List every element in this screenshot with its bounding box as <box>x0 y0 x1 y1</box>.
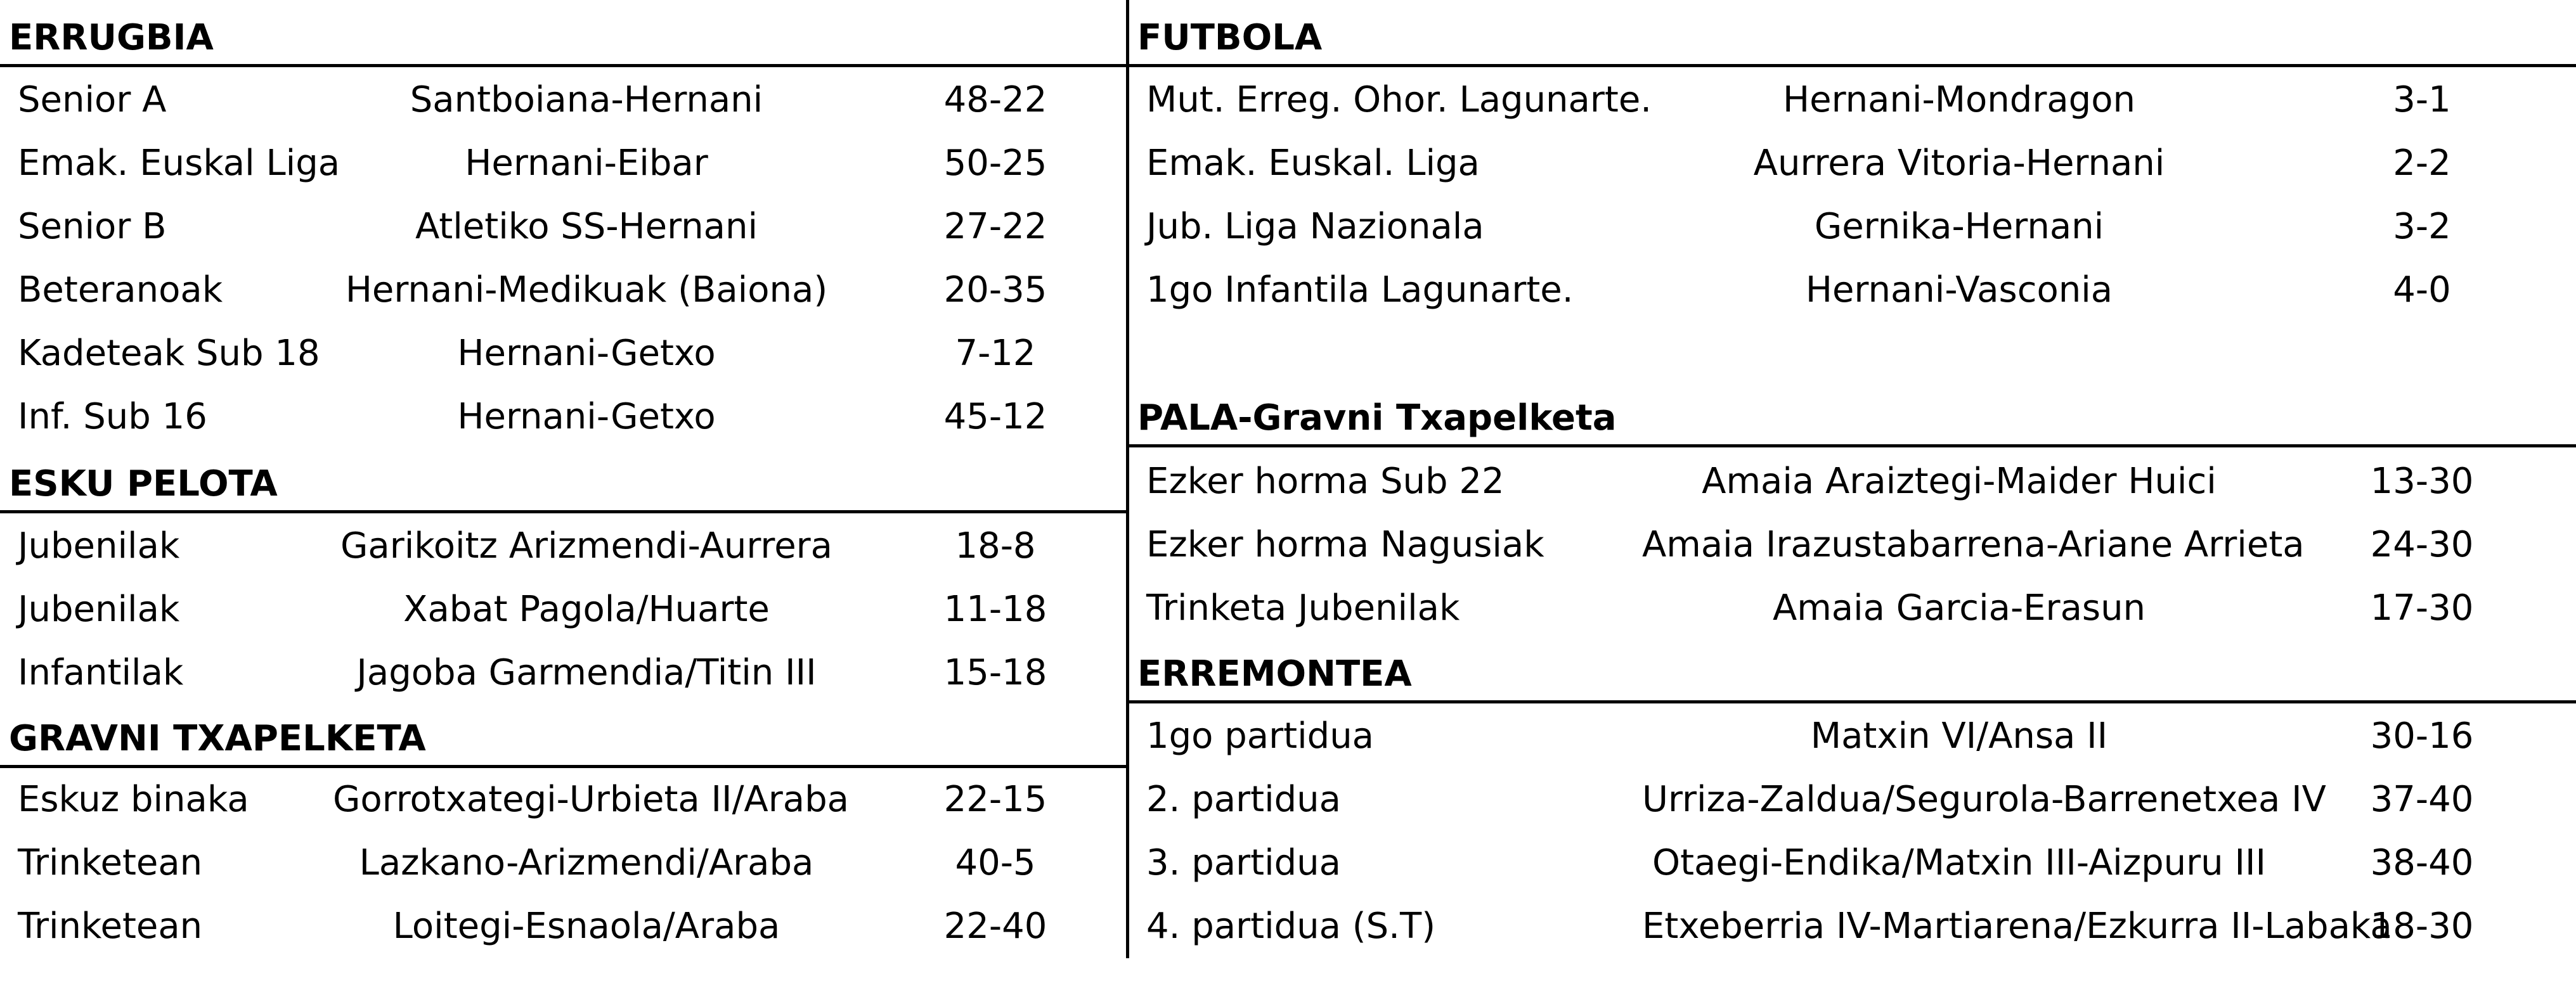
section-header-erremontea <box>1129 640 2576 703</box>
score-cell: 4-0 <box>2393 269 2451 311</box>
category-cell: 3. partidua <box>1146 842 1341 883</box>
score-cell: 40-5 <box>955 842 1036 883</box>
table-row <box>0 831 1129 895</box>
section-header-errugbia <box>0 4 1129 67</box>
category-cell: Ezker horma Sub 22 <box>1146 461 1505 502</box>
table-row <box>1129 195 2576 259</box>
section-header-pala-gravni-txapelketa <box>1129 384 2576 447</box>
match-cell: Hernani-Eibar <box>465 143 708 184</box>
section-title: GRAVNI TXAPELKETA <box>9 718 426 759</box>
category-cell: Trinketa Jubenilak <box>1146 587 1460 629</box>
score-cell: 30-16 <box>2370 715 2474 757</box>
score-cell: 22-15 <box>943 779 1047 820</box>
match-cell: Urriza-Zaldua/Segurola-Barrenetxea IV <box>1642 779 2326 820</box>
table-row <box>0 768 1129 831</box>
match-cell: Gorrotxategi-Urbieta II/Araba <box>333 779 849 820</box>
match-cell: Gernika-Hernani <box>1814 206 2104 247</box>
score-cell: 13-30 <box>2370 461 2474 502</box>
score-cell: 18-30 <box>2370 906 2474 947</box>
category-cell: Eskuz binaka <box>18 779 249 820</box>
match-cell: Jagoba Garmendia/Titin III <box>356 652 817 693</box>
match-cell: Matxin VI/Ansa II <box>1810 715 2108 757</box>
match-cell: Amaia Garcia-Erasun <box>1772 587 2146 629</box>
match-cell: Santboiana-Hernani <box>410 79 763 120</box>
match-cell: Hernani-Vasconia <box>1805 269 2113 311</box>
score-cell: 3-2 <box>2393 206 2451 247</box>
match-cell: Loitegi-Esnaola/Araba <box>392 906 780 947</box>
table-row <box>0 195 1129 259</box>
category-cell: Beteranoak <box>18 269 223 311</box>
section-header-esku-pelota <box>0 450 1129 513</box>
match-cell: Hernani-Mondragon <box>1783 79 2135 120</box>
category-cell: Jubenilak <box>18 525 180 567</box>
score-cell: 50-25 <box>943 143 1047 184</box>
table-row <box>1129 895 2576 958</box>
table-row <box>1129 132 2576 195</box>
table-row <box>0 68 1129 132</box>
section-header-futbola <box>1129 4 2576 67</box>
table-row <box>1129 450 2576 513</box>
table-row <box>0 259 1129 322</box>
category-cell: Jubenilak <box>18 589 180 630</box>
table-row <box>0 385 1129 449</box>
match-cell: Amaia Araiztegi-Maider Huici <box>1702 461 2217 502</box>
category-cell: Emak. Euskal Liga <box>18 143 340 184</box>
match-cell: Amaia Irazustabarrena-Ariane Arrieta <box>1642 524 2305 565</box>
category-cell: Kadeteak Sub 18 <box>18 333 320 374</box>
match-cell: Hernani-Medikuak (Baiona) <box>345 269 828 311</box>
category-cell: Inf. Sub 16 <box>18 396 207 437</box>
category-cell: 1go Infantila Lagunarte. <box>1146 269 1574 311</box>
table-row <box>0 895 1129 958</box>
score-cell: 38-40 <box>2370 842 2474 883</box>
score-cell: 2-2 <box>2393 143 2451 184</box>
category-cell: 1go partidua <box>1146 715 1374 757</box>
score-cell: 24-30 <box>2370 524 2474 565</box>
score-cell: 18-8 <box>955 525 1036 567</box>
score-cell: 37-40 <box>2370 779 2474 820</box>
match-cell: Hernani-Getxo <box>457 396 716 437</box>
match-cell: Atletiko SS-Hernani <box>415 206 758 247</box>
match-cell: Etxeberria IV-Martiarena/Ezkurra II-Labaka <box>1642 906 2392 947</box>
score-cell: 3-1 <box>2393 79 2451 120</box>
section-title: ERREMONTEA <box>1137 653 1412 695</box>
match-cell: Aurrera Vitoria-Hernani <box>1753 143 2165 184</box>
category-cell: Senior A <box>18 79 167 120</box>
score-cell: 7-12 <box>955 333 1036 374</box>
table-row <box>0 641 1129 705</box>
table-row <box>1129 831 2576 895</box>
section-title: ERRUGBIA <box>9 17 214 58</box>
table-row <box>1129 768 2576 831</box>
table-row <box>0 515 1129 578</box>
category-cell: Jub. Liga Nazionala <box>1146 206 1484 247</box>
score-cell: 17-30 <box>2370 587 2474 629</box>
score-cell: 48-22 <box>943 79 1047 120</box>
category-cell: Emak. Euskal. Liga <box>1146 143 1480 184</box>
match-cell: Xabat Pagola/Huarte <box>403 589 770 630</box>
table-row <box>0 578 1129 641</box>
table-row <box>1129 705 2576 768</box>
table-row <box>1129 577 2576 640</box>
category-cell: 2. partidua <box>1146 779 1341 820</box>
table-row <box>0 322 1129 385</box>
section-title: PALA-Gravni Txapelketa <box>1137 397 1617 439</box>
score-cell: 22-40 <box>943 906 1047 947</box>
score-cell: 45-12 <box>943 396 1047 437</box>
match-cell: Hernani-Getxo <box>457 333 716 374</box>
category-cell: Senior B <box>18 206 167 247</box>
match-cell: Garikoitz Arizmendi-Aurrera <box>340 525 832 567</box>
category-cell: Trinketean <box>18 906 203 947</box>
category-cell: Infantilak <box>18 652 184 693</box>
section-header-gravni-txapelketa <box>0 705 1129 768</box>
match-cell: Lazkano-Arizmendi/Araba <box>359 842 814 883</box>
score-cell: 11-18 <box>943 589 1047 630</box>
section-title: ESKU PELOTA <box>9 463 278 504</box>
score-cell: 20-35 <box>943 269 1047 311</box>
match-cell: Otaegi-Endika/Matxin III-Aizpuru III <box>1652 842 2266 883</box>
category-cell: Ezker horma Nagusiak <box>1146 524 1544 565</box>
table-row <box>1129 259 2576 322</box>
table-row <box>1129 68 2576 132</box>
category-cell: Mut. Erreg. Ohor. Lagunarte. <box>1146 79 1652 120</box>
table-row <box>0 132 1129 195</box>
score-cell: 15-18 <box>943 652 1047 693</box>
category-cell: 4. partidua (S.T) <box>1146 906 1436 947</box>
score-cell: 27-22 <box>943 206 1047 247</box>
category-cell: Trinketean <box>18 842 203 883</box>
table-row <box>1129 513 2576 577</box>
section-title: FUTBOLA <box>1137 17 1323 58</box>
